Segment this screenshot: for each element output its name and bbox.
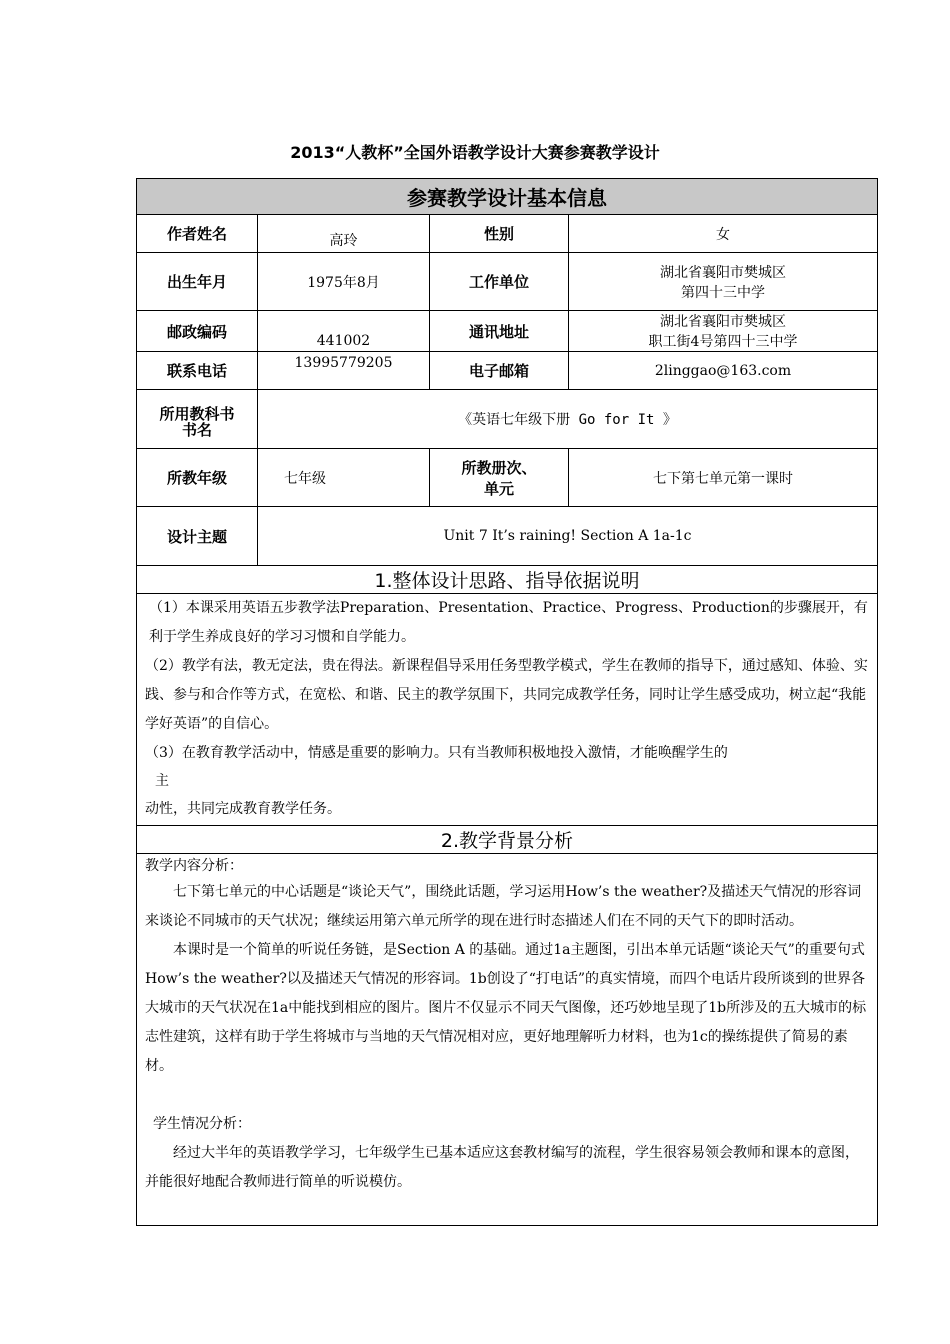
work-label: 工作单位 (430, 253, 569, 311)
phone-value: 13995779205 (258, 352, 430, 390)
textbook-label (137, 390, 258, 449)
grade-value: 七年级 (258, 449, 430, 507)
content-analysis-heading: 教学内容分析： (145, 858, 243, 874)
section-1-paragraph-2: （2）教学有法，教无定法，贵在得法。新课程倡导采用任务型教学模式，学生在教师的指导下，通过感知、体验、实践、参与和合作等方式，在宽松、和谐、民主的教学氛围下，共同完成教学任务，同时让学生感受成功，树立起“我能学好英语”的自信心。 (145, 658, 868, 732)
zip-label: 邮政编码 (137, 311, 258, 352)
gender-label: 性别 (430, 215, 569, 253)
work-line-1: 湖北省襄阳市樊城区 (660, 264, 786, 281)
unit-label-line-2: 单元 (483, 479, 514, 498)
section-1-paragraph-3: （3）在教育教学活动中，情感是重要的影响力。只有当教师积极地投入激情，才能唤醒学生的 (145, 745, 728, 761)
section-1-paragraph-1: （1）本课采用英语五步教学法Preparation、Presentation、Practice、Progress、Production的步骤展开，有利于学生养成良好的学习习惯和自学能力。 (149, 600, 868, 645)
unit-label (430, 449, 569, 507)
birth-value: 1975年8月 (258, 253, 430, 311)
email-value: 2linggao@163.com (569, 352, 878, 390)
address-line-2: 职工街4号第四十三中学 (648, 334, 798, 350)
textbook-label-line-1: 所用教科书 (159, 404, 235, 423)
textbook-value: 《英语七年级下册 Go for It 》 (258, 390, 878, 449)
address-label: 通讯地址 (430, 311, 569, 352)
zip-value: 441002 (258, 311, 430, 352)
section-1-paragraph-3-end: 动性，共同完成教育教学任务。 (145, 801, 341, 817)
birth-label: 出生年月 (137, 253, 258, 311)
section-1-title: 1.整体设计思路、指导依据说明 (137, 566, 878, 594)
section-2-title: 2.教学背景分析 (137, 826, 878, 854)
section-2-body (137, 854, 878, 1226)
blank-line (145, 1081, 869, 1110)
textbook-label-line-2: 书名 (181, 420, 212, 439)
document-title: 2013“人教杯”全国外语教学设计大赛参赛教学设计 (290, 143, 660, 162)
phone-label: 联系电话 (137, 352, 258, 390)
address-value (569, 311, 878, 352)
grade-label: 所教年级 (137, 449, 258, 507)
gender-value: 女 (569, 215, 878, 253)
work-value (569, 253, 878, 311)
info-table (136, 178, 878, 1226)
topic-value: Unit 7 It’s raining! Section A 1a-1c (258, 507, 878, 566)
student-analysis-heading: 学生情况分析： (153, 1116, 251, 1132)
section-1-body (137, 594, 878, 826)
topic-label: 设计主题 (137, 507, 258, 566)
unit-label-line-1: 所教册次、 (461, 458, 537, 477)
unit-value: 七下第七单元第一课时 (569, 449, 878, 507)
work-line-2: 第四十三中学 (681, 284, 765, 301)
section-2-paragraph-3: 经过大半年的英语教学学习，七年级学生已基本适应这套教材编写的流程，学生很容易领会教师和课本的意图，并能很好地配合教师进行简单的听说模仿。 (145, 1145, 859, 1190)
section-2-paragraph-2: 本课时是一个简单的听说任务链，是Section A 的基础。通过1a主题图，引出本单元话题“谈论天气”的重要句式How’s the weather?以及描述天气情况的形容词。1b创设了“打电话”的真实情境，而四个电话片段所谈到的世界各大城市的天气状况在1a中能找到相应的图片。图片不仅显示不同天气图像，还巧妙地呈现了1b所涉及的五大城市的标志性建筑，这样有助于学生将城市与当地的天气情况相对应，更好地理解听力材料，也为1c的操练提供了简易的素材。 (145, 942, 867, 1074)
author-value: 高玲 (258, 215, 430, 253)
section-1-paragraph-3-wrap: 主 (155, 773, 169, 789)
address-line-1: 湖北省襄阳市樊城区 (660, 314, 786, 330)
table-header: 参赛教学设计基本信息 (137, 179, 878, 215)
author-label: 作者姓名 (137, 215, 258, 253)
email-label: 电子邮箱 (430, 352, 569, 390)
section-2-paragraph-1: 七下第七单元的中心话题是“谈论天气”，围绕此话题，学习运用How’s the weather?及描述天气情况的形容词来谈论不同城市的天气状况；继续运用第六单元所学的现在进行时态描述人们在不同的天气下的即时活动。 (145, 884, 862, 929)
